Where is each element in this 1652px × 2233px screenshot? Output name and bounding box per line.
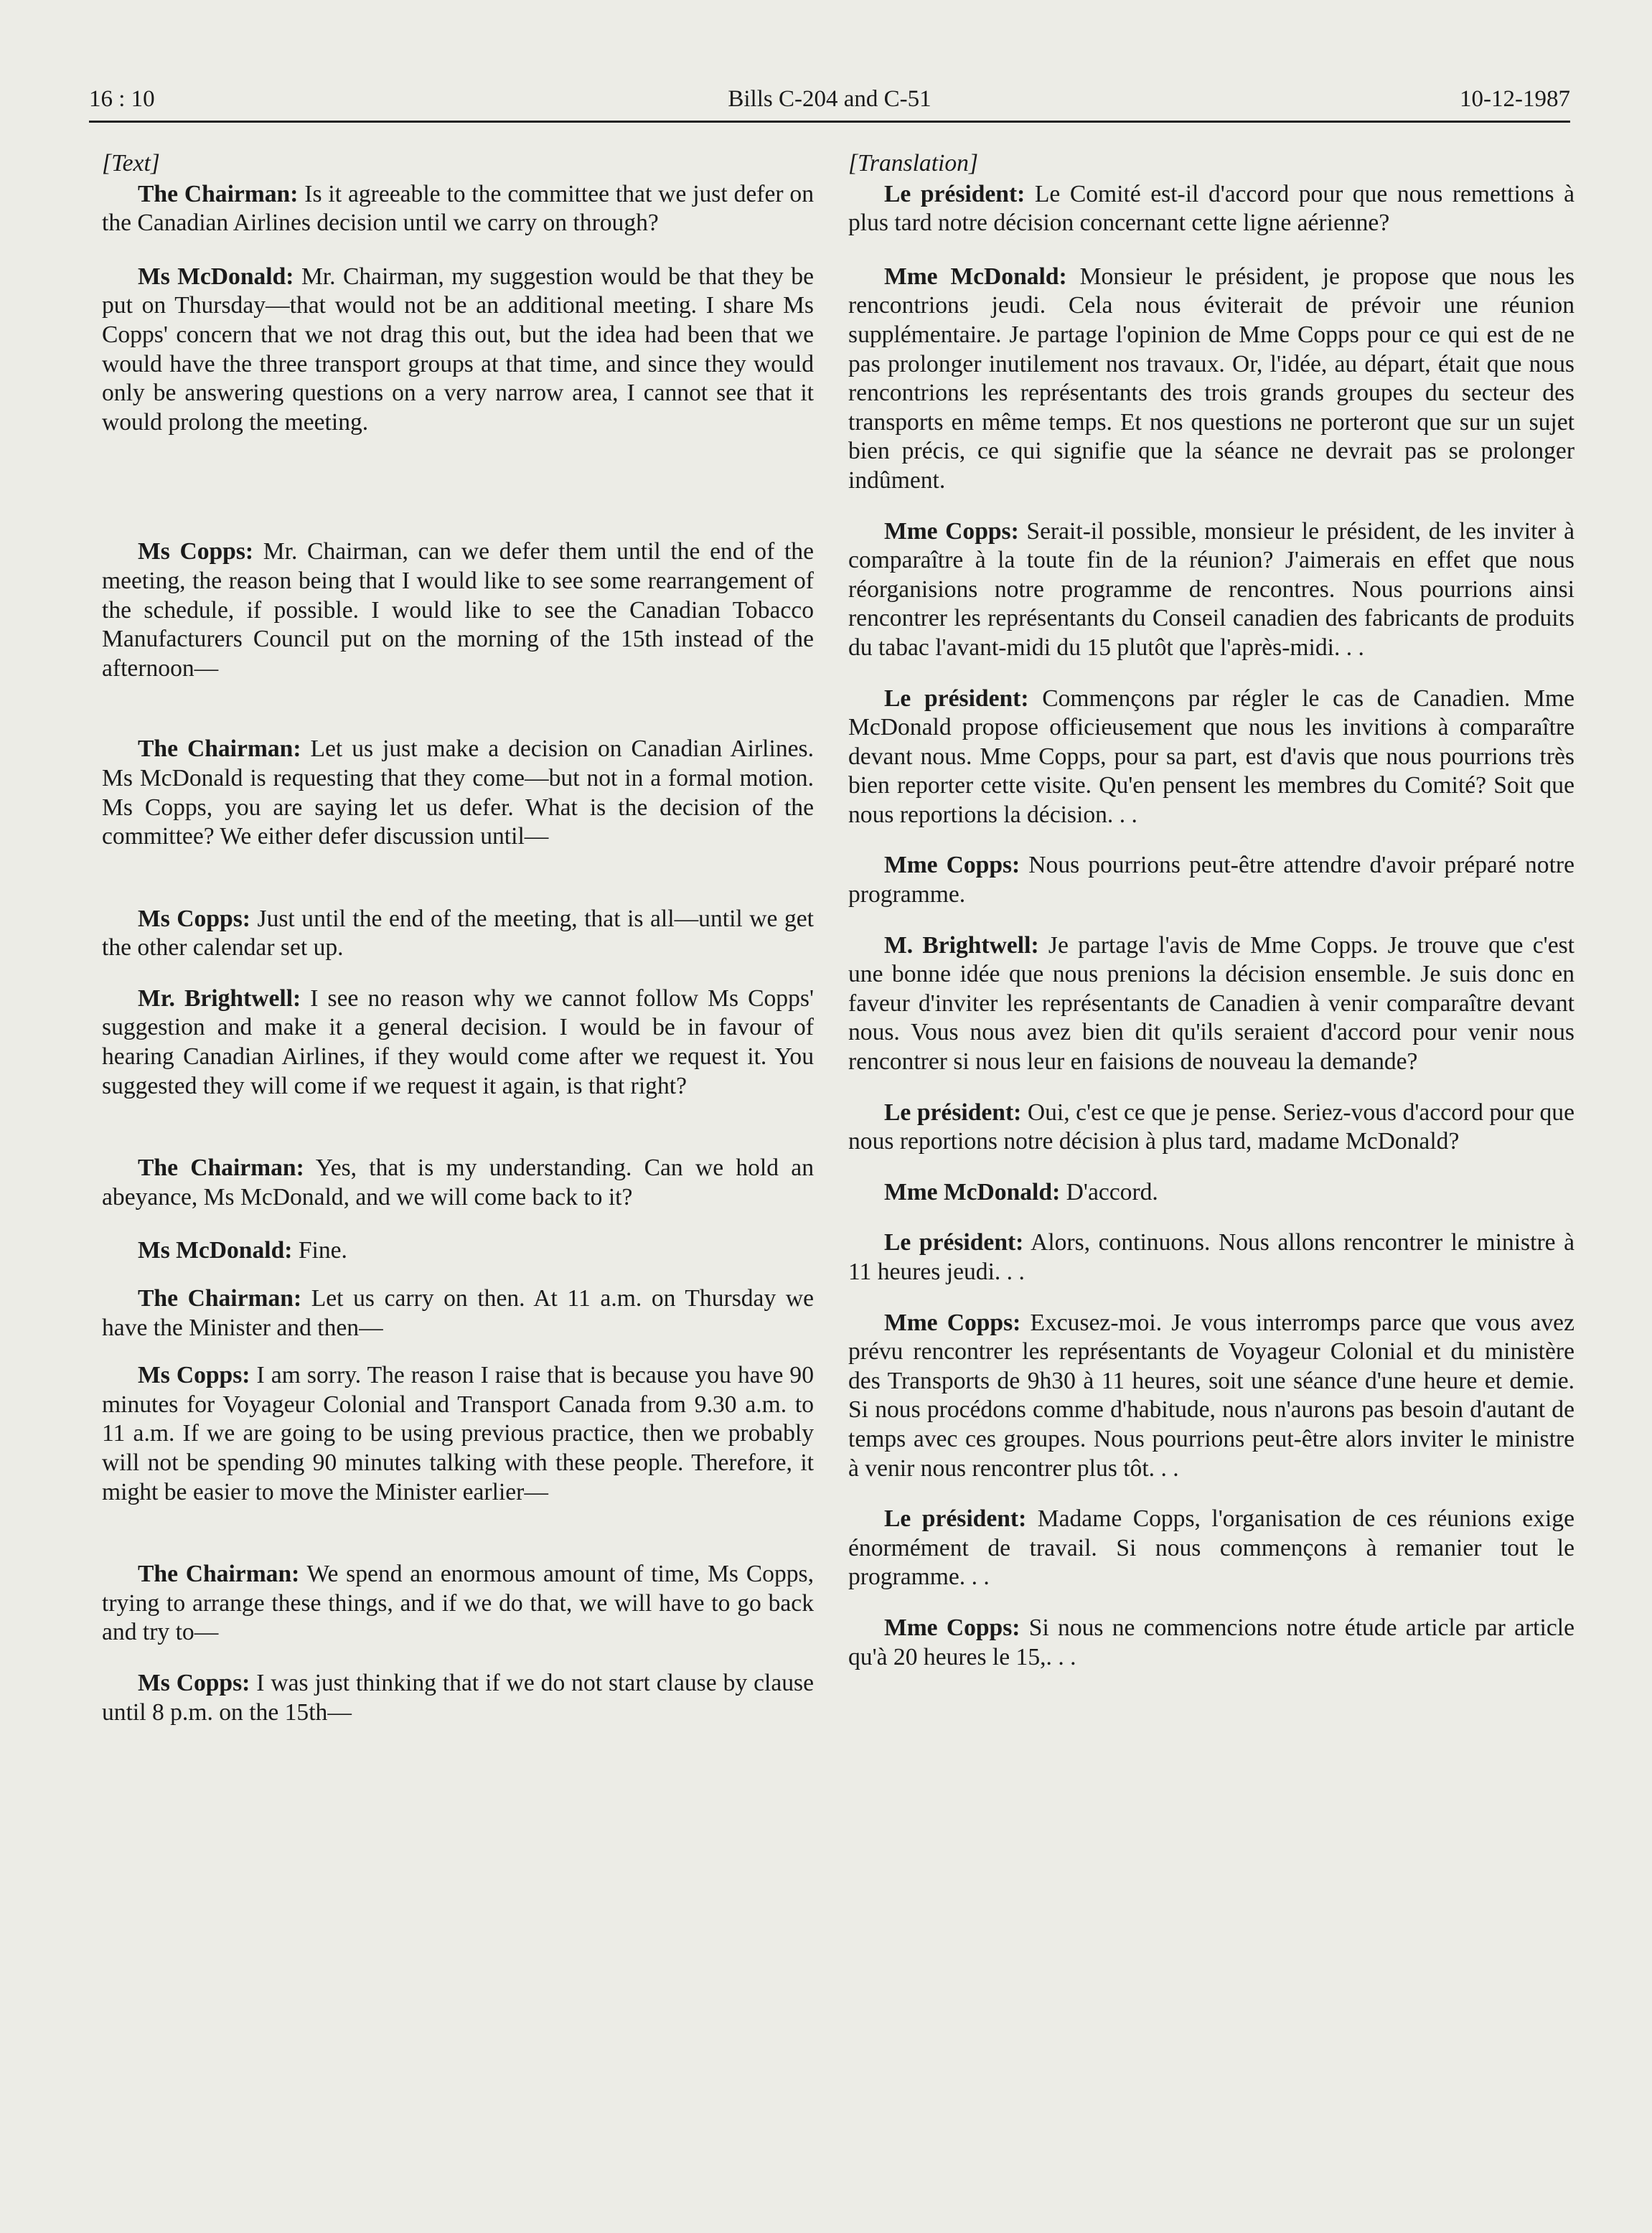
paragraph [102, 537, 814, 683]
speech-text: Let us just make a decision on Canadian Airlines. Ms McDonald is requesting that they come—but not in a formal motion. Ms Copps, you are saying let us defer. What is the decision of the committee? We either defer discussion until— [102, 735, 814, 850]
speaker-name: Le président: [884, 685, 1029, 712]
column-label: [Text] [102, 150, 160, 177]
paragraph [102, 1236, 814, 1266]
paragraph [848, 517, 1574, 663]
speech-text: Serait-il possible, monsieur le président, de les inviter à comparaître à la toute fin de la réunion? J'aimerais en effet que nous réorganisions notre programme de rencontres. Nous pourrions ainsi rencontrer les représentants du Conseil canadien des fabricants de produits du tabac l'avant-midi du 15 plutôt que l'après-midi. . . [848, 517, 1574, 661]
speech-text: D'accord. [1060, 1178, 1158, 1205]
speech-text: I see no reason why we cannot follow Ms Copps' suggestion and make it a general decision. I would be in favour of hearing Canadian Airlines, if they would come after we request it. You suggested they will come if we request it again, is that right? [102, 984, 814, 1099]
paragraph [102, 1284, 814, 1343]
speech-text: Excusez-moi. Je vous interromps parce que vous avez prévu rencontrer les représentants de Voyageur Colonial et du ministère des Transports de 9h30 à 11 heures, soit une séance d'une heure et demie. Si nous procédons comme d'habitude, nous n'aurons pas besoin d'autant de temps avec ces groupes. Nous pourrions peut-être alors inviter le ministre à venir nous rencontrer plus tôt. . . [848, 1309, 1574, 1482]
speaker-name: M. Brightwell: [884, 931, 1039, 959]
speaker-name: Mme Copps: [884, 852, 1020, 879]
speaker-name: Ms Copps: [138, 1669, 250, 1696]
paragraph [848, 685, 1574, 830]
speech-text: Mr. Chairman, my suggestion would be that they be put on Thursday—that would not be an additional meeting. I share Ms Copps' concern that we not drag this out, but the idea had been that we would have the three transport groups at that time, and since they would only be answering questions on a very narrow area, I cannot see that it would prolong the meeting. [102, 263, 814, 436]
speech-text: Commençons par régler le cas de Canadien. Mme McDonald propose officieusement que nous les invitions à comparaître devant nous. Mme Copps, pour sa part, est d'avis que nous pourrions très bien reporter cette visite. Qu'en pensent les membres du Comité? Soit que nous reportions la décision. . . [848, 685, 1574, 828]
header-title: Bills C-204 and C-51 [728, 86, 931, 112]
speaker-name: The Chairman: [138, 1155, 304, 1182]
paragraph [848, 1178, 1574, 1208]
page-number: 16 : 10 [89, 86, 155, 112]
paragraph [848, 851, 1574, 909]
speech-text: I am sorry. The reason I raise that is because you have 90 minutes for Voyageur Colonial and Transport Canada from 9.30 a.m. to 11 a.m. If we are going to be using previous practice, then we probably will not be spending 90 minutes talking with these people. Therefore, it might be easier to move the Minister earlier— [102, 1362, 814, 1505]
paragraph [102, 1154, 814, 1212]
speech-text: Mr. Chairman, can we defer them until the end of the meeting, the reason being that I would like to see some rearrangement of the schedule, if possible. I would like to see the Canadian Tobacco Manufacturers Council put on the morning of the 15th instead of the afternoon— [102, 538, 814, 682]
speaker-name: Ms Copps: [138, 538, 254, 565]
french-column [848, 149, 1574, 1672]
running-header [89, 86, 1570, 122]
speech-text: Si nous ne commencions notre étude article par article qu'à 20 heures le 15,. . . [848, 1614, 1574, 1670]
speech-text: Le Comité est-il d'accord pour que nous remettions à plus tard notre décision concernant cette ligne aérienne? [848, 180, 1574, 237]
speech-text: Just until the end of the meeting, that is all—until we get the other calendar set up. [102, 905, 815, 962]
speaker-name: Mme Copps: [884, 517, 1019, 545]
speaker-name: The Chairman: [138, 735, 301, 763]
speech-text: Alors, continuons. Nous allons rencontrer le ministre à 11 heures jeudi. . . [848, 1229, 1574, 1285]
column-label: [Translation] [848, 150, 979, 177]
speaker-name: Mr. Brightwell: [138, 984, 301, 1012]
speaker-name: Le président: [884, 1099, 1022, 1126]
speaker-name: Le président: [884, 1505, 1027, 1533]
speaker-name: Le président: [884, 180, 1026, 207]
speech-text: Monsieur le président, je propose que nous les rencontrions jeudi. Cela nous éviterait de prévoir une réunion supplémentaire. Je partage l'opinion de Mme Copps pour ce qui est de ne pas prolonger inutilement nos travaux. Or, l'idée, au départ, était que nous rencontrions les représentants des trois grands groupes du secteur des transports en même temps. Et nos questions ne porteront que sur un sujet bien précis, ce qui signifie que la séance ne devrait pas se prolonger indûment. [848, 263, 1575, 494]
paragraph [848, 1505, 1574, 1592]
speaker-name: The Chairman: [138, 180, 299, 207]
paragraph [102, 984, 814, 1101]
paragraph [848, 931, 1574, 1077]
paragraph [102, 263, 814, 438]
paragraph [102, 1560, 814, 1647]
speech-text: Let us carry on then. At 11 a.m. on Thursday we have the Minister and then— [102, 1285, 814, 1341]
paragraph [848, 1228, 1574, 1287]
speech-text: We spend an enormous amount of time, Ms Copps, trying to arrange these things, and if we do that, we will have to go back and try to— [102, 1561, 814, 1646]
speech-text: Yes, that is my understanding. Can we hold an abeyance, Ms McDonald, and we will come back to it? [102, 1155, 814, 1210]
speech-text: Nous pourrions peut-être attendre d'avoir préparé notre programme. [848, 852, 1574, 908]
speech-text: I was just thinking that if we do not start clause by clause until 8 p.m. on the 15th— [102, 1669, 814, 1726]
speaker-name: The Chairman: [138, 1285, 302, 1312]
speech-text: Is it agreeable to the committee that we just defer on the Canadian Airlines decision until we carry on through? [102, 180, 814, 237]
speaker-name: Ms Copps: [138, 905, 250, 932]
paragraph [848, 263, 1574, 496]
paragraph [848, 1309, 1574, 1484]
speech-text: Oui, c'est ce que je pense. Seriez-vous d'accord pour que nous reportions notre décision à plus tard, madame McDonald? [848, 1099, 1574, 1155]
header-date: 10-12-1987 [1460, 86, 1570, 112]
paragraph [848, 180, 1574, 238]
speech-text: Madame Copps, l'organisation de ces réunions exige énormément de travail. Si nous commençons à remanier tout le programme. . . [848, 1505, 1574, 1591]
speaker-name: Ms Copps: [138, 1362, 250, 1389]
paragraph [102, 735, 814, 851]
speaker-name: Mme McDonald: [884, 1178, 1061, 1205]
speech-text: Je partage l'avis de Mme Copps. Je trouve que c'est une bonne idée que nous prenions la décision ensemble. Je suis donc en faveur d'inviter les représentants de Canadien à venir comparaître devant nous. Vous nous avez bien dit qu'ils seraient d'accord pour venir nous rencontrer si nous leur en faisions de nouveau la demande? [848, 931, 1575, 1076]
speaker-name: Le président: [884, 1229, 1024, 1256]
header-rule [89, 121, 1570, 123]
paragraph [848, 1099, 1574, 1157]
speaker-name: Mme McDonald: [884, 263, 1067, 290]
speaker-name: Ms McDonald: [138, 1237, 293, 1264]
paragraph [102, 905, 814, 963]
english-column [102, 149, 814, 1727]
speaker-name: Ms McDonald: [138, 263, 294, 290]
speech-text: Fine. [292, 1237, 347, 1264]
speaker-name: Mme Copps: [884, 1309, 1021, 1336]
speaker-name: The Chairman: [138, 1561, 300, 1588]
paragraph [102, 180, 814, 238]
paragraph [102, 1669, 814, 1727]
paragraph [848, 1614, 1574, 1672]
paragraph [102, 1361, 814, 1507]
speaker-name: Mme Copps: [884, 1614, 1020, 1641]
